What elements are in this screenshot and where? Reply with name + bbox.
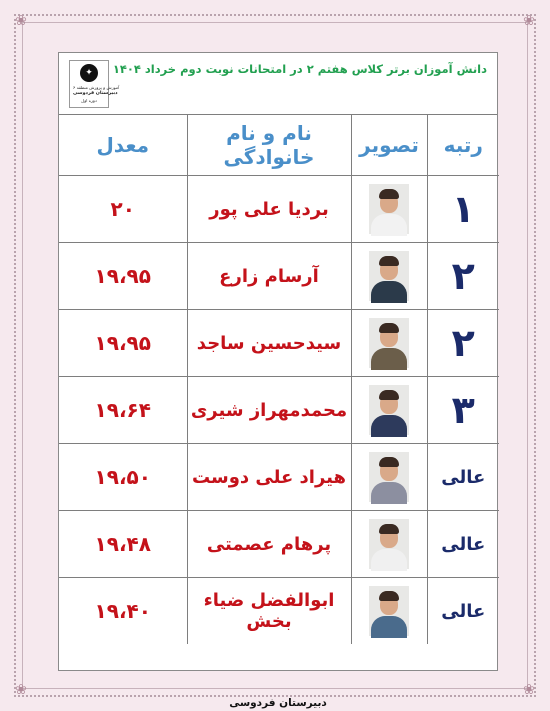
school-logo bbox=[69, 60, 120, 108]
table-row bbox=[59, 578, 499, 645]
corner-ornament-icon: ❀ bbox=[15, 13, 27, 29]
table-row bbox=[59, 176, 499, 243]
corner-ornament-icon: ❀ bbox=[523, 682, 535, 698]
student-photo bbox=[369, 519, 409, 569]
results-table bbox=[59, 115, 499, 644]
student-name: بردیا علی پور bbox=[187, 176, 351, 243]
student-average: ۱۹،۴۰ bbox=[59, 578, 187, 645]
table-row bbox=[59, 310, 499, 377]
student-photo-cell bbox=[351, 176, 427, 243]
student-photo bbox=[369, 318, 409, 368]
corner-ornament-icon: ❀ bbox=[15, 682, 27, 698]
student-photo-cell bbox=[351, 310, 427, 377]
student-photo bbox=[369, 251, 409, 301]
student-photo-cell bbox=[351, 243, 427, 310]
logo-line-1: آموزش و پرورش منطقه ۶ bbox=[73, 85, 120, 90]
student-average: ۱۹،۹۵ bbox=[59, 243, 187, 310]
table-header-row bbox=[59, 115, 499, 176]
student-name: هیراد علی دوست bbox=[187, 444, 351, 511]
student-name: آرسام زارع bbox=[187, 243, 351, 310]
student-photo-cell bbox=[351, 578, 427, 645]
student-photo bbox=[369, 452, 409, 502]
page-title: دانش آموزان برتر کلاس هفتم ۲ در امتحانات نوبت دوم خرداد ۱۴۰۴ bbox=[112, 62, 487, 76]
logo-line-2: دبیرستان فردوسی bbox=[73, 91, 118, 96]
student-average: ۱۹،۶۴ bbox=[59, 377, 187, 444]
table-row bbox=[59, 444, 499, 511]
student-name: ابوالفضل ضیاء بخش bbox=[187, 578, 351, 645]
student-rank: عالی bbox=[427, 511, 499, 578]
column-header-average: معدل bbox=[59, 115, 187, 176]
student-photo-cell bbox=[351, 377, 427, 444]
table-row bbox=[59, 377, 499, 444]
student-photo bbox=[369, 385, 409, 435]
student-name: سیدحسین ساجد bbox=[187, 310, 351, 377]
student-name: پرهام عصمتی bbox=[187, 511, 351, 578]
student-average: ۱۹،۵۰ bbox=[59, 444, 187, 511]
student-rank: عالی bbox=[427, 578, 499, 645]
table-row bbox=[59, 243, 499, 310]
student-rank: ۳ bbox=[427, 377, 499, 444]
student-rank: ۱ bbox=[427, 176, 499, 243]
corner-ornament-icon: ❀ bbox=[523, 13, 535, 29]
student-name: محمدمهراز شیری bbox=[187, 377, 351, 444]
student-average: ۱۹،۹۵ bbox=[59, 310, 187, 377]
student-rank: ۲ bbox=[427, 243, 499, 310]
results-sheet bbox=[58, 52, 498, 709]
column-header-photo: تصویر bbox=[351, 115, 427, 176]
logo-line-3: دوره اول bbox=[81, 98, 97, 103]
student-photo-cell bbox=[351, 444, 427, 511]
table-row bbox=[59, 511, 499, 578]
sheet-header bbox=[59, 53, 497, 115]
student-average: ۲۰ bbox=[59, 176, 187, 243]
student-photo-cell bbox=[351, 511, 427, 578]
column-header-rank: رتبه bbox=[427, 115, 499, 176]
student-average: ۱۹،۴۸ bbox=[59, 511, 187, 578]
student-rank: عالی bbox=[427, 444, 499, 511]
column-header-name: نام و نام خانوادگی bbox=[187, 115, 351, 176]
student-photo bbox=[369, 184, 409, 234]
student-photo bbox=[369, 586, 409, 636]
footer-school-name: دبیرستان فردوسی bbox=[229, 697, 327, 709]
logo-emblem-icon: ✦ bbox=[80, 64, 98, 82]
student-rank: ۲ bbox=[427, 310, 499, 377]
